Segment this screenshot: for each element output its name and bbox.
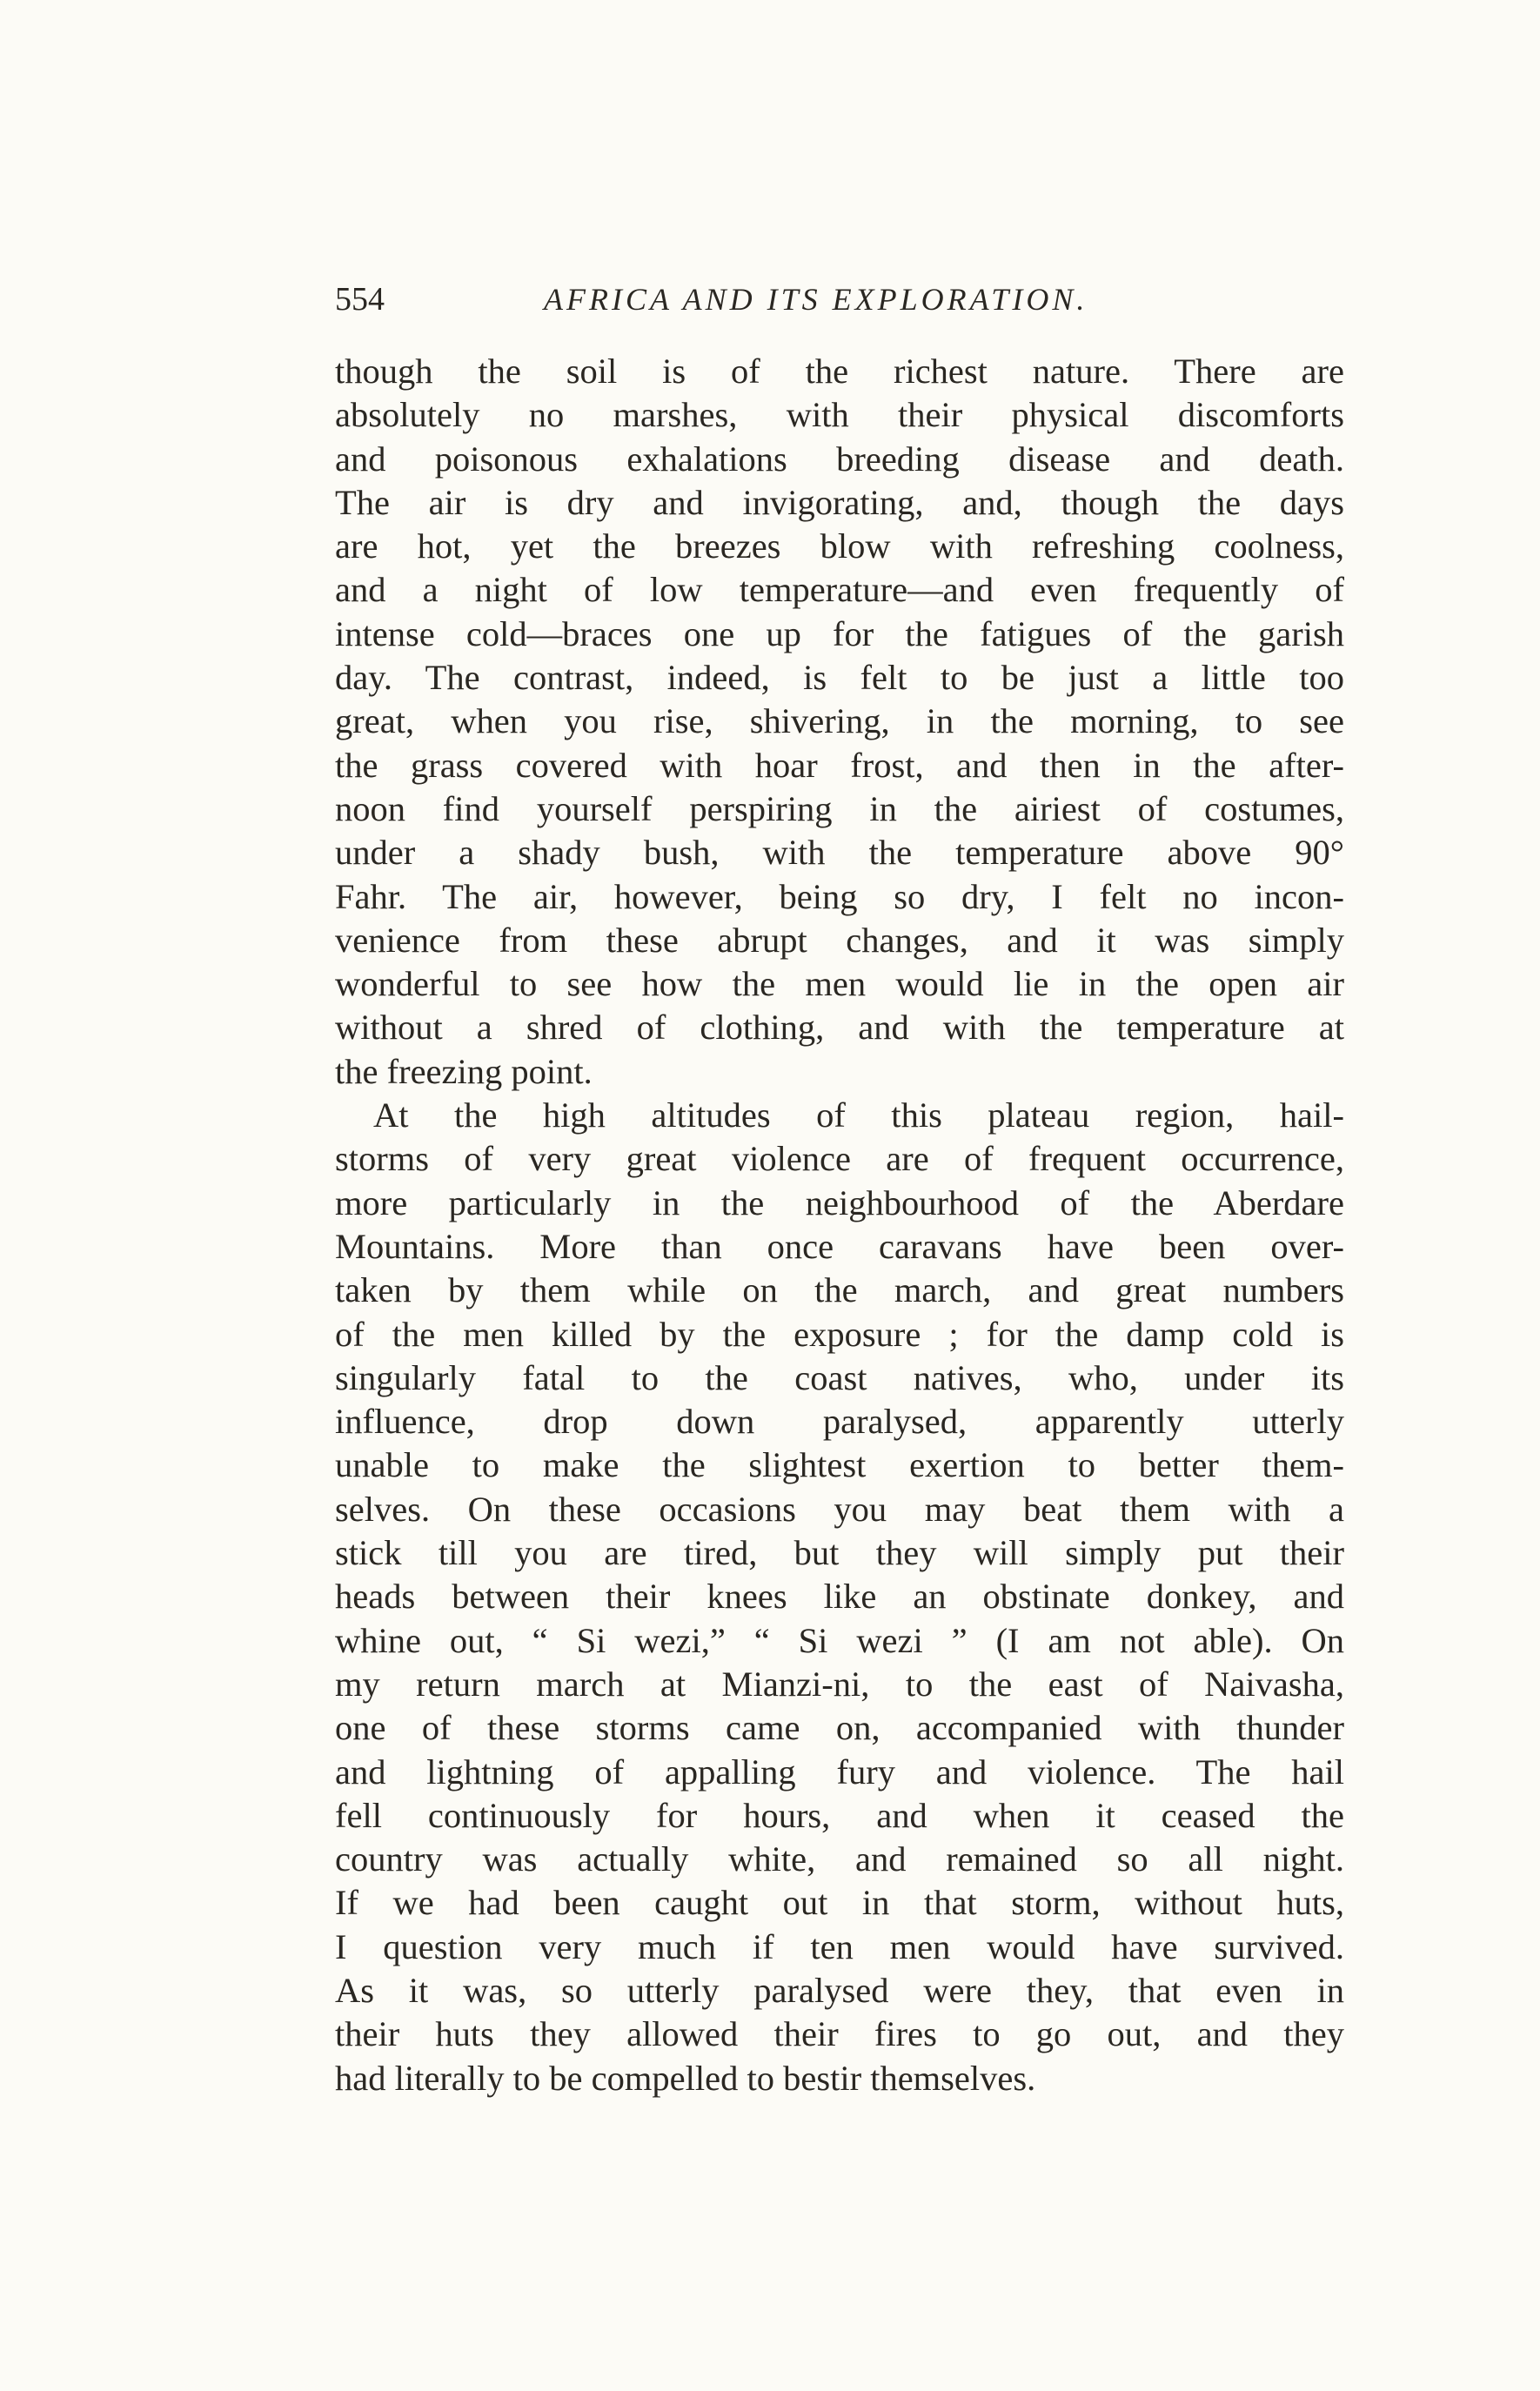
text-line: their huts they allowed their fires to go out, and they	[335, 2014, 1344, 2054]
text-line: Mountains. More than once caravans have been over-	[335, 1226, 1344, 1266]
text-line: the grass covered with hoar frost, and then in the after-	[335, 745, 1344, 785]
text-line: my return march at Mianzi-ni, to the east of Naivasha,	[335, 1664, 1344, 1704]
text-line: one of these storms came on, accompanied with thunder	[335, 1708, 1344, 1748]
text-line: though the soil is of the richest nature. There are	[335, 352, 1344, 391]
text-line: and a night of low temperature—and even frequently of	[335, 570, 1344, 610]
text-line: country was actually white, and remained so all night.	[335, 1839, 1344, 1879]
running-title: AFRICA AND ITS EXPLORATION.	[544, 282, 1088, 317]
text-line: I question very much if ten men would have survived.	[335, 1926, 1344, 1966]
text-line: and lightning of appalling fury and violence. The hail	[335, 1751, 1344, 1792]
text-line: more particularly in the neighbourhood of the Aberdare	[335, 1182, 1344, 1222]
paragraph-end-line: the freezing point.	[335, 1051, 593, 1091]
text-line: whine out, “ Si wezi,” “ Si wezi ” (I am not able). On	[335, 1620, 1344, 1660]
paragraph-end-line: had literally to be compelled to bestir themselves.	[335, 2058, 1036, 2098]
text-line: wonderful to see how the men would lie in the open air	[335, 964, 1344, 1004]
text-line: Fahr. The air, however, being so dry, I felt no incon-	[335, 876, 1344, 916]
text-line: intense cold—braces one up for the fatigues of the garish	[335, 613, 1344, 653]
text-line: As it was, so utterly paralysed were they, that even in	[335, 1970, 1344, 2010]
text-line: venience from these abrupt changes, and it was simply	[335, 920, 1344, 960]
text-line: If we had been caught out in that storm, without huts,	[335, 1883, 1344, 1923]
text-line: heads between their knees like an obstinate donkey, and	[335, 1577, 1344, 1617]
text-line: singularly fatal to the coast natives, who, under its	[335, 1357, 1344, 1397]
paragraph-start-line: At the high altitudes of this plateau region, hail-	[373, 1095, 1344, 1135]
text-line: and poisonous exhalations breeding disease and death.	[335, 439, 1344, 479]
text-line: day. The contrast, indeed, is felt to be just a little too	[335, 658, 1344, 698]
running-head	[335, 277, 1362, 322]
text-line: stick till you are tired, but they will simply put their	[335, 1533, 1344, 1573]
text-line: storms of very great violence are of frequent occurrence,	[335, 1139, 1344, 1179]
text-line: The air is dry and invigorating, and, though the days	[335, 482, 1344, 522]
text-line: selves. On these occasions you may beat them with a	[335, 1489, 1344, 1529]
page-number: 554	[335, 281, 385, 318]
text-line: without a shred of clothing, and with the temperature at	[335, 1008, 1344, 1048]
text-line: fell continuously for hours, and when it ceased the	[335, 1795, 1344, 1835]
body-text	[335, 350, 1344, 2100]
text-line: are hot, yet the breezes blow with refreshing coolness,	[335, 526, 1344, 566]
text-line: influence, drop down paralysed, apparently utterly	[335, 1402, 1344, 1442]
text-line: taken by them while on the march, and great numbers	[335, 1270, 1344, 1310]
text-line: absolutely no marshes, with their physical discomforts	[335, 395, 1344, 435]
text-line: unable to make the slightest exertion to better them-	[335, 1445, 1344, 1485]
text-line: noon find yourself perspiring in the airiest of costumes,	[335, 788, 1344, 828]
text-line: great, when you rise, shivering, in the morning, to see	[335, 701, 1344, 741]
text-line: of the men killed by the exposure ; for the damp cold is	[335, 1314, 1344, 1354]
text-line: under a shady bush, with the temperature above 90°	[335, 833, 1344, 873]
